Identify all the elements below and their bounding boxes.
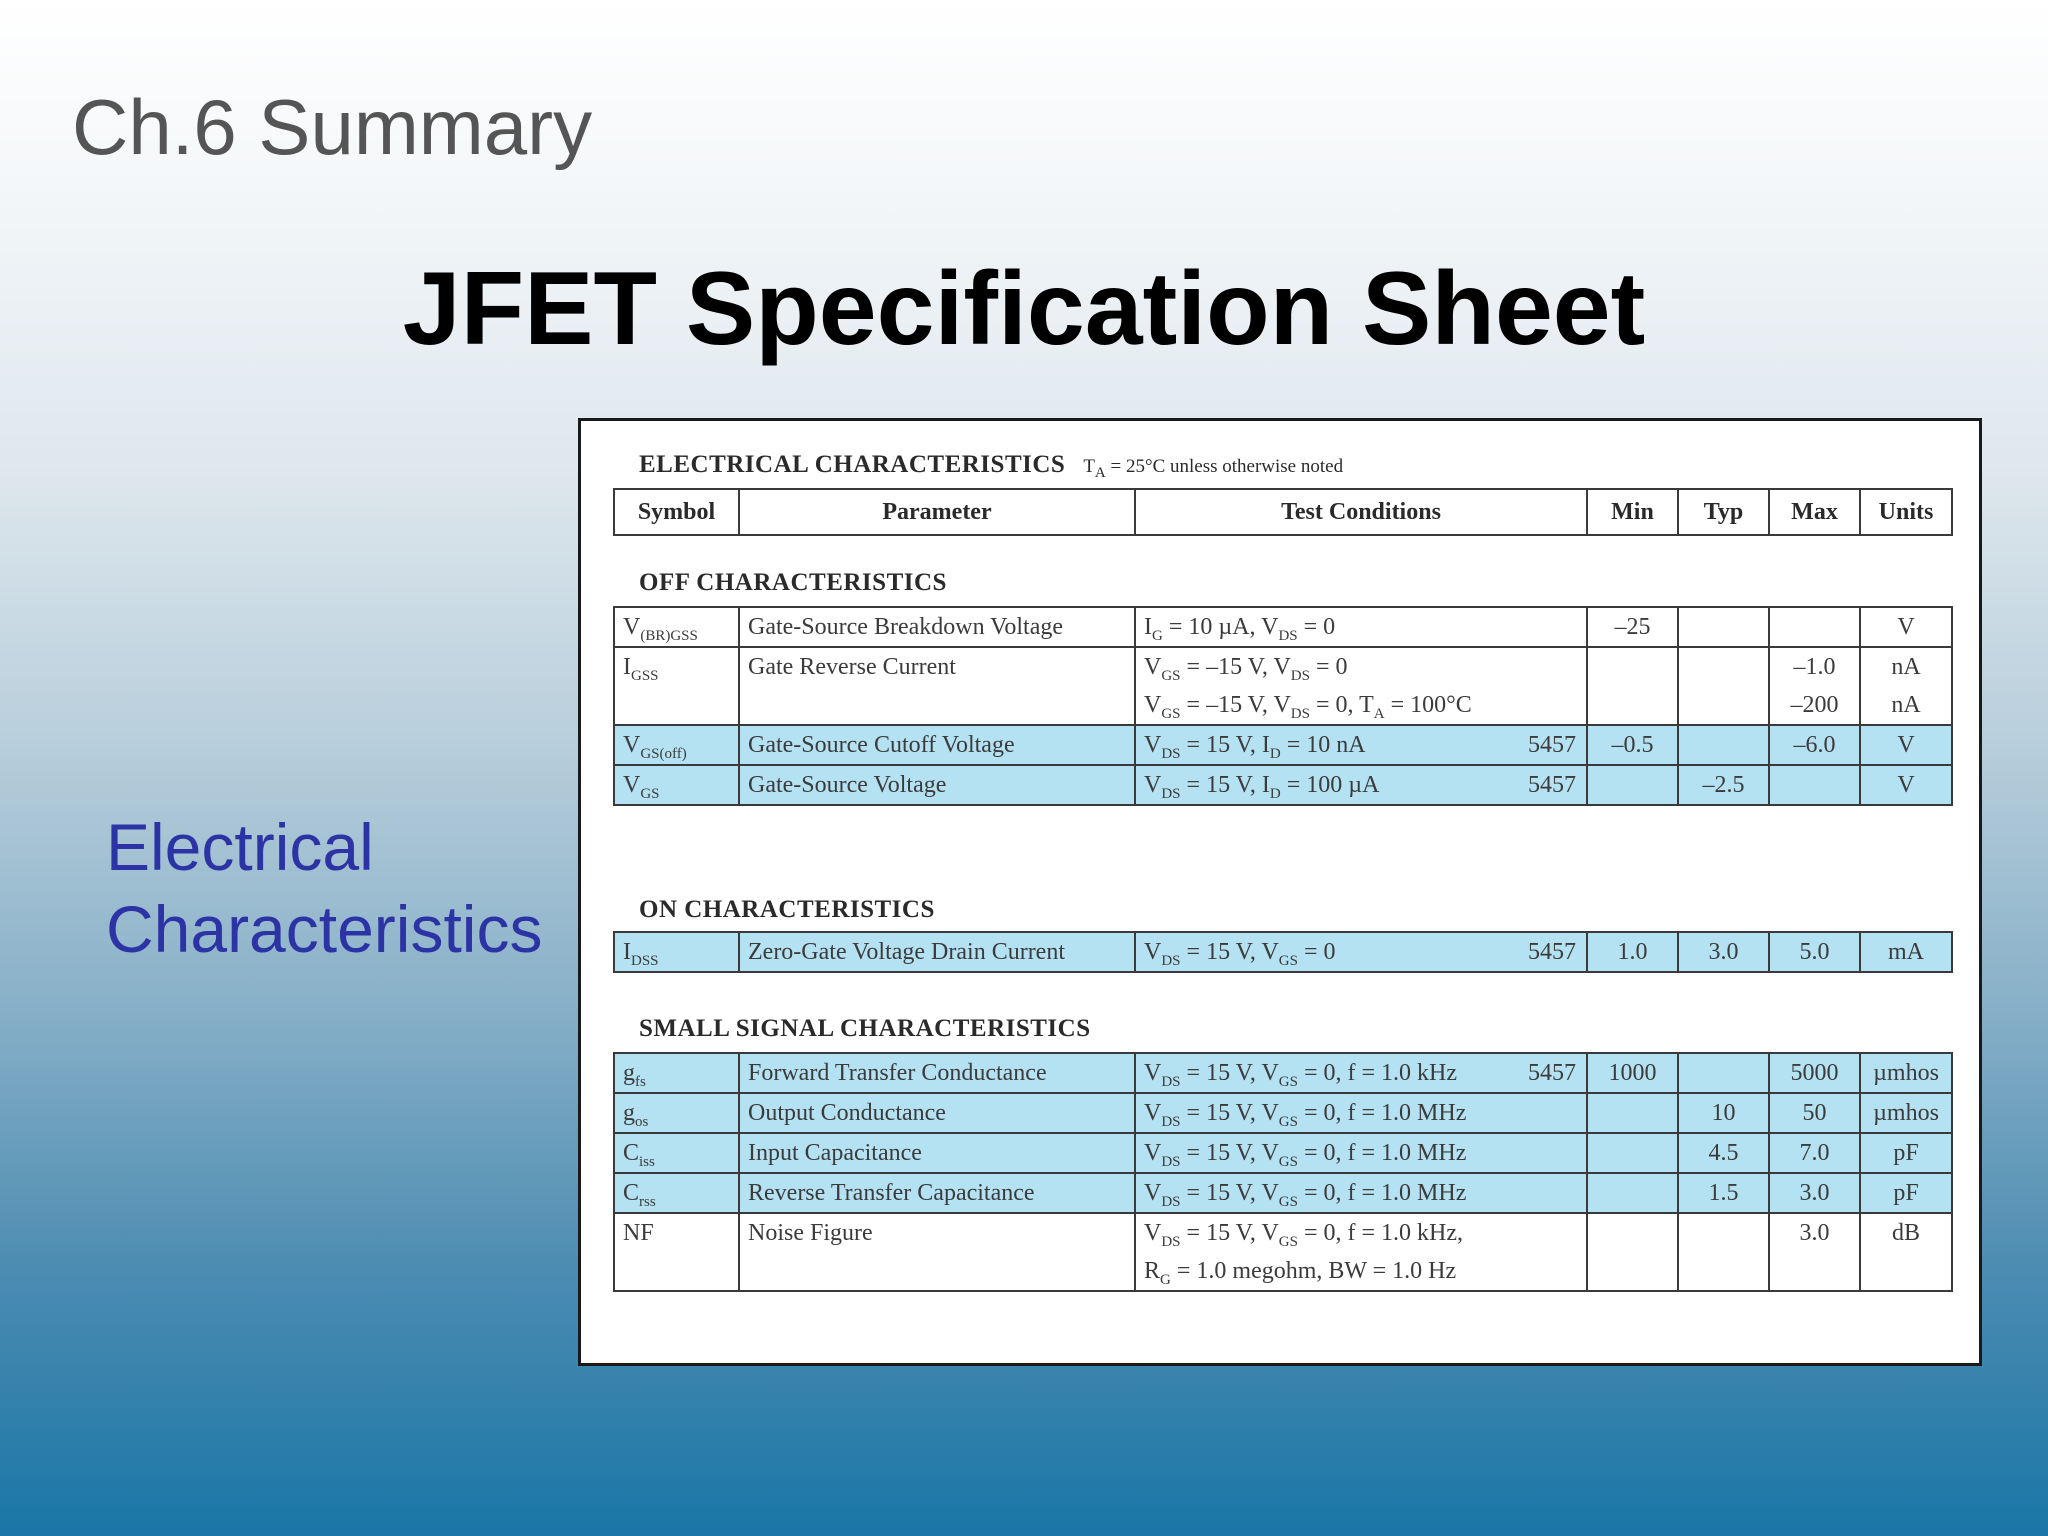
- cell-test-conditions: [1135, 1053, 1587, 1093]
- cell-typ: [1678, 1213, 1769, 1291]
- note-pre: T: [1083, 456, 1095, 477]
- condition-line: [1144, 1252, 1578, 1290]
- symbol-line: [623, 648, 730, 686]
- cell-units: [1860, 1173, 1952, 1213]
- symbol-text: I: [623, 654, 631, 680]
- symbol-sub: GS(off): [640, 745, 687, 762]
- condition-sub: GS: [1278, 1153, 1298, 1170]
- cell-min: [1587, 1213, 1678, 1291]
- condition-sub: DS: [1161, 1073, 1181, 1090]
- condition-line: [1144, 726, 1578, 764]
- condition-text: [1144, 608, 1335, 646]
- min-value: [1596, 1214, 1669, 1252]
- min-value: [1596, 1252, 1669, 1290]
- condition-text: V: [1144, 939, 1162, 965]
- cell-min: [1587, 765, 1678, 805]
- column-header-parameter: Parameter: [739, 489, 1135, 535]
- parameter-text: Zero-Gate Voltage Drain Current: [748, 939, 1066, 965]
- cell-max: [1769, 1133, 1860, 1173]
- units-value: [1869, 1252, 1943, 1290]
- cell-typ: [1678, 725, 1769, 765]
- condition-sub: DS: [1161, 952, 1181, 969]
- section-label-on: ON CHARACTERISTICS: [639, 896, 935, 923]
- cell-min: [1587, 725, 1678, 765]
- max-value: –1.0: [1793, 654, 1836, 680]
- cell-typ: [1678, 1093, 1769, 1133]
- cell-typ: [1678, 932, 1769, 972]
- condition-text: = 0, T: [1309, 692, 1374, 718]
- symbol-line: [623, 1134, 730, 1172]
- cell-units: [1860, 765, 1952, 805]
- parameter-text: Gate-Source Voltage: [748, 772, 947, 798]
- cell-typ: [1678, 1133, 1769, 1173]
- column-header-units: Units: [1860, 489, 1952, 535]
- units-value: dB: [1891, 1220, 1920, 1246]
- condition-text: [1144, 1174, 1466, 1212]
- column-header-max: Max: [1769, 489, 1860, 535]
- condition-text: = 10 µA, V: [1162, 614, 1279, 640]
- max-value: 5.0: [1799, 939, 1830, 965]
- condition-sub: DS: [1161, 1113, 1181, 1130]
- typ-value: [1687, 726, 1760, 764]
- condition-text: V: [1144, 692, 1162, 718]
- cell-symbol: [614, 725, 739, 765]
- condition-text: = 15 V, V: [1180, 1060, 1279, 1086]
- condition-text: = 15 V, I: [1180, 772, 1270, 798]
- condition-sub: G: [1160, 1271, 1171, 1288]
- cell-units: [1860, 1213, 1952, 1291]
- symbol-sub: GSS: [631, 667, 659, 684]
- parameter-text: Gate Reverse Current: [748, 654, 956, 680]
- units-value: mA: [1888, 939, 1924, 965]
- max-value: 50: [1802, 1100, 1827, 1126]
- symbol-text: g: [623, 1060, 635, 1086]
- cell-min: [1587, 1093, 1678, 1133]
- cell-max: [1769, 607, 1860, 647]
- condition-text: = 15 V, I: [1180, 732, 1270, 758]
- min-value: [1596, 1134, 1669, 1172]
- condition-text: = 100°C: [1384, 692, 1472, 718]
- condition-text: [1144, 1054, 1457, 1092]
- part-code: 5457: [1528, 772, 1576, 798]
- cell-typ: [1678, 765, 1769, 805]
- condition-sub: GS: [1278, 1233, 1298, 1250]
- section-table-on: [613, 931, 1953, 973]
- condition-line: [1144, 1174, 1578, 1212]
- min-value: [1596, 648, 1669, 686]
- cell-units: [1860, 725, 1952, 765]
- condition-sub: GS: [1278, 1193, 1298, 1210]
- cell-test-conditions: [1135, 932, 1587, 972]
- section-table-off: [613, 606, 1953, 806]
- condition-text: = 0: [1297, 939, 1336, 965]
- cell-symbol: [614, 647, 739, 725]
- condition-text: V: [1144, 1140, 1162, 1166]
- typ-value: [1687, 1252, 1760, 1290]
- table-row: [614, 1053, 1952, 1093]
- condition-line: [1144, 1134, 1578, 1172]
- condition-text: V: [1144, 732, 1162, 758]
- condition-text: V: [1144, 1180, 1162, 1206]
- condition-text: = 0, f = 1.0 MHz: [1297, 1100, 1467, 1126]
- table-row: [614, 647, 1952, 725]
- cell-test-conditions: [1135, 1093, 1587, 1133]
- cell-max: [1769, 932, 1860, 972]
- column-header-typ: Typ: [1678, 489, 1769, 535]
- condition-text: V: [1144, 1220, 1162, 1246]
- condition-sub: GS: [1161, 667, 1181, 684]
- condition-text: [1144, 1252, 1456, 1290]
- units-value: pF: [1893, 1140, 1919, 1166]
- condition-sub: D: [1269, 785, 1281, 802]
- table-row: [614, 765, 1952, 805]
- part-code: 5457: [1528, 939, 1576, 965]
- section-label-off: OFF CHARACTERISTICS: [639, 569, 947, 596]
- side-label: [106, 806, 586, 970]
- column-header-symbol: Symbol: [614, 489, 739, 535]
- symbol-line: [623, 766, 730, 804]
- symbol-line: [623, 1094, 730, 1132]
- side-label-line: Characteristics: [106, 892, 543, 966]
- max-value: –6.0: [1793, 732, 1836, 758]
- typ-value: –2.5: [1702, 772, 1745, 798]
- side-label-line: Electrical: [106, 810, 374, 884]
- sheet-heading-note: [1083, 456, 1344, 481]
- cell-min: [1587, 1133, 1678, 1173]
- condition-sub: GS: [1278, 952, 1298, 969]
- condition-line: [1144, 1214, 1578, 1252]
- cell-parameter: [739, 1173, 1135, 1213]
- cell-parameter: [739, 725, 1135, 765]
- cell-parameter: [739, 1133, 1135, 1173]
- symbol-line: [623, 933, 730, 971]
- condition-text: = 0: [1309, 654, 1348, 680]
- cell-parameter: [739, 607, 1135, 647]
- max-value: [1778, 766, 1851, 804]
- condition-line: [1144, 1054, 1578, 1092]
- parameter-text: Input Capacitance: [748, 1140, 922, 1166]
- units-value: V: [1897, 772, 1915, 798]
- max-value: 3.0: [1799, 1180, 1830, 1206]
- cell-symbol: [614, 1093, 739, 1133]
- cell-max: [1769, 1053, 1860, 1093]
- section-table-small-signal: [613, 1052, 1953, 1292]
- part-code: [1576, 648, 1578, 686]
- cell-typ: [1678, 607, 1769, 647]
- condition-text: [1144, 1214, 1463, 1252]
- cell-units: [1860, 647, 1952, 725]
- units-value: V: [1897, 732, 1915, 758]
- column-header-min: Min: [1587, 489, 1678, 535]
- part-code: 5457: [1528, 1060, 1576, 1086]
- condition-text: V: [1144, 1100, 1162, 1126]
- note-sub: A: [1094, 464, 1106, 481]
- min-value: –25: [1614, 614, 1651, 640]
- condition-line: [1144, 766, 1578, 804]
- typ-value: 10: [1711, 1100, 1736, 1126]
- table-row: [614, 607, 1952, 647]
- condition-text: = 0, f = 1.0 MHz: [1297, 1180, 1467, 1206]
- cell-units: [1860, 1053, 1952, 1093]
- condition-text: = 15 V, V: [1180, 1180, 1279, 1206]
- cell-test-conditions: [1135, 607, 1587, 647]
- part-code: [1576, 1174, 1578, 1212]
- cell-max: [1769, 725, 1860, 765]
- cell-parameter: [739, 1093, 1135, 1133]
- symbol-line: [623, 608, 730, 646]
- parameter-text: Forward Transfer Conductance: [748, 1060, 1047, 1086]
- condition-text: [1144, 1134, 1466, 1172]
- slide-title: JFET Specification Sheet: [402, 251, 1646, 367]
- cell-test-conditions: [1135, 725, 1587, 765]
- condition-sub: DS: [1278, 627, 1298, 644]
- cell-symbol: [614, 1053, 739, 1093]
- cell-parameter: [739, 765, 1135, 805]
- condition-text: = 15 V, V: [1180, 1220, 1279, 1246]
- symbol-text: V: [623, 732, 641, 758]
- cell-typ: [1678, 647, 1769, 725]
- condition-text: = 15 V, V: [1180, 939, 1279, 965]
- condition-text: = 15 V, V: [1180, 1100, 1279, 1126]
- condition-text: R: [1144, 1258, 1161, 1284]
- condition-text: V: [1144, 654, 1162, 680]
- part-code: [1576, 1094, 1578, 1132]
- cell-parameter: [739, 1053, 1135, 1093]
- condition-text: V: [1144, 772, 1162, 798]
- cell-min: [1587, 932, 1678, 972]
- sheet-heading: [639, 451, 1343, 479]
- cell-min: [1587, 1053, 1678, 1093]
- sheet-heading-text: ELECTRICAL CHARACTERISTICS: [639, 451, 1066, 478]
- cell-symbol: [614, 607, 739, 647]
- condition-sub: DS: [1290, 667, 1310, 684]
- column-header-test-conditions: Test Conditions: [1135, 489, 1587, 535]
- cell-max: [1769, 647, 1860, 725]
- min-value: 1.0: [1617, 939, 1648, 965]
- slide-header: Ch.6 Summary: [72, 83, 593, 171]
- units-value: µmhos: [1873, 1060, 1939, 1086]
- condition-text: = –15 V, V: [1180, 692, 1291, 718]
- condition-text: = 15 V, V: [1180, 1140, 1279, 1166]
- symbol-sub: os: [635, 1113, 649, 1130]
- condition-text: I: [1144, 614, 1152, 640]
- cell-test-conditions: [1135, 1213, 1587, 1291]
- symbol-text: NF: [623, 1220, 654, 1246]
- cell-max: [1769, 1173, 1860, 1213]
- condition-sub: A: [1373, 705, 1385, 722]
- symbol-sub: iss: [639, 1153, 655, 1170]
- condition-sub: DS: [1161, 745, 1181, 762]
- table-row: [614, 1093, 1952, 1133]
- condition-text: = 0, f = 1.0 kHz,: [1297, 1220, 1464, 1246]
- cell-parameter: [739, 1213, 1135, 1291]
- typ-value: 3.0: [1708, 939, 1739, 965]
- symbol-text: V: [623, 772, 641, 798]
- cell-units: [1860, 1133, 1952, 1173]
- part-code: [1576, 608, 1578, 646]
- symbol-sub: DSS: [631, 952, 659, 969]
- cell-units: [1860, 932, 1952, 972]
- section-label-small-signal: SMALL SIGNAL CHARACTERISTICS: [639, 1015, 1091, 1042]
- condition-sub: DS: [1290, 705, 1310, 722]
- parameter-text: Reverse Transfer Capacitance: [748, 1180, 1035, 1206]
- cell-min: [1587, 607, 1678, 647]
- symbol-text: I: [623, 939, 631, 965]
- cell-max: [1769, 1093, 1860, 1133]
- units-value: V: [1897, 614, 1915, 640]
- typ-value: [1687, 1214, 1760, 1252]
- condition-text: = 1.0 megohm, BW = 1.0 Hz: [1170, 1258, 1457, 1284]
- cell-symbol: [614, 1133, 739, 1173]
- condition-text: [1144, 766, 1379, 804]
- condition-text: = 0, f = 1.0 kHz: [1297, 1060, 1458, 1086]
- condition-text: [1144, 1094, 1466, 1132]
- cell-units: [1860, 607, 1952, 647]
- symbol-text: C: [623, 1180, 640, 1206]
- condition-text: = –15 V, V: [1180, 654, 1291, 680]
- cell-parameter: [739, 932, 1135, 972]
- cell-typ: [1678, 1173, 1769, 1213]
- cell-units: [1860, 1093, 1952, 1133]
- condition-text: = 100 µA: [1280, 772, 1380, 798]
- symbol-sub: rss: [639, 1193, 656, 1210]
- condition-text: V: [1144, 1060, 1162, 1086]
- condition-text: [1144, 726, 1366, 764]
- condition-sub: G: [1152, 627, 1163, 644]
- condition-line: [1144, 933, 1578, 971]
- symbol-text: g: [623, 1100, 635, 1126]
- cell-symbol: [614, 1173, 739, 1213]
- max-value: 3.0: [1799, 1220, 1830, 1246]
- cell-symbol: [614, 765, 739, 805]
- typ-value: [1687, 1054, 1760, 1092]
- cell-test-conditions: [1135, 647, 1587, 725]
- cell-parameter: [739, 647, 1135, 725]
- typ-value: [1687, 648, 1760, 686]
- min-value: [1596, 1174, 1669, 1212]
- cell-max: [1769, 765, 1860, 805]
- typ-value: 1.5: [1708, 1180, 1739, 1206]
- cell-test-conditions: [1135, 1133, 1587, 1173]
- condition-sub: DS: [1161, 1153, 1181, 1170]
- condition-sub: DS: [1161, 1233, 1181, 1250]
- cell-test-conditions: [1135, 765, 1587, 805]
- condition-line: [1144, 686, 1578, 724]
- condition-line: [1144, 608, 1578, 646]
- condition-sub: GS: [1161, 705, 1181, 722]
- part-code: 5457: [1528, 732, 1576, 758]
- max-value: [1778, 608, 1851, 646]
- symbol-text: V: [623, 614, 641, 640]
- min-value: [1596, 686, 1669, 724]
- symbol-line: [623, 1054, 730, 1092]
- column-header-table: [613, 488, 1953, 536]
- condition-sub: DS: [1161, 785, 1181, 802]
- condition-text: = 0, f = 1.0 MHz: [1297, 1140, 1467, 1166]
- max-value: 7.0: [1799, 1140, 1830, 1166]
- condition-text: = 0: [1297, 614, 1336, 640]
- symbol-text: C: [623, 1140, 640, 1166]
- condition-sub: DS: [1161, 1193, 1181, 1210]
- parameter-text: Gate-Source Cutoff Voltage: [748, 732, 1015, 758]
- table-row: [614, 932, 1952, 972]
- part-code: [1576, 1214, 1578, 1252]
- cell-min: [1587, 1173, 1678, 1213]
- cell-symbol: [614, 1213, 739, 1291]
- table-row: [614, 725, 1952, 765]
- typ-value: [1687, 686, 1760, 724]
- cell-test-conditions: [1135, 1173, 1587, 1213]
- units-value: µmhos: [1873, 1100, 1939, 1126]
- cell-max: [1769, 1213, 1860, 1291]
- parameter-text: Noise Figure: [748, 1220, 873, 1246]
- max-value: –200: [1790, 692, 1839, 718]
- symbol-sub: fs: [635, 1073, 646, 1090]
- table-row: [614, 1213, 1952, 1291]
- table-row: [614, 1173, 1952, 1213]
- min-value: –0.5: [1611, 732, 1654, 758]
- note-post: = 25°C unless otherwise noted: [1105, 456, 1344, 477]
- condition-text: [1144, 933, 1336, 971]
- typ-value: 4.5: [1708, 1140, 1739, 1166]
- condition-text: = 10 nA: [1280, 732, 1366, 758]
- max-value: [1778, 1252, 1851, 1290]
- part-code: [1576, 1134, 1578, 1172]
- min-value: 1000: [1608, 1060, 1657, 1086]
- typ-value: [1687, 608, 1760, 646]
- parameter-text: Gate-Source Breakdown Voltage: [748, 614, 1064, 640]
- cell-symbol: [614, 932, 739, 972]
- parameter-text: Output Conductance: [748, 1100, 946, 1126]
- condition-text: [1144, 648, 1348, 686]
- condition-sub: GS: [1278, 1073, 1298, 1090]
- condition-text: [1144, 686, 1472, 724]
- condition-line: [1144, 1094, 1578, 1132]
- condition-sub: GS: [1278, 1113, 1298, 1130]
- min-value: [1596, 1094, 1669, 1132]
- max-value: 5000: [1790, 1060, 1839, 1086]
- condition-sub: D: [1269, 745, 1281, 762]
- symbol-line: [623, 1174, 730, 1212]
- spec-sheet: [578, 418, 1982, 1366]
- symbol-line: [623, 1214, 730, 1252]
- symbol-line: [623, 726, 730, 764]
- min-value: [1596, 766, 1669, 804]
- cell-min: [1587, 647, 1678, 725]
- symbol-sub: GS: [640, 785, 660, 802]
- condition-line: [1144, 648, 1578, 686]
- units-value: nA: [1891, 654, 1921, 680]
- units-value: nA: [1891, 692, 1921, 718]
- cell-typ: [1678, 1053, 1769, 1093]
- symbol-sub: (BR)GSS: [640, 627, 698, 644]
- units-value: pF: [1893, 1180, 1919, 1206]
- table-row: [614, 1133, 1952, 1173]
